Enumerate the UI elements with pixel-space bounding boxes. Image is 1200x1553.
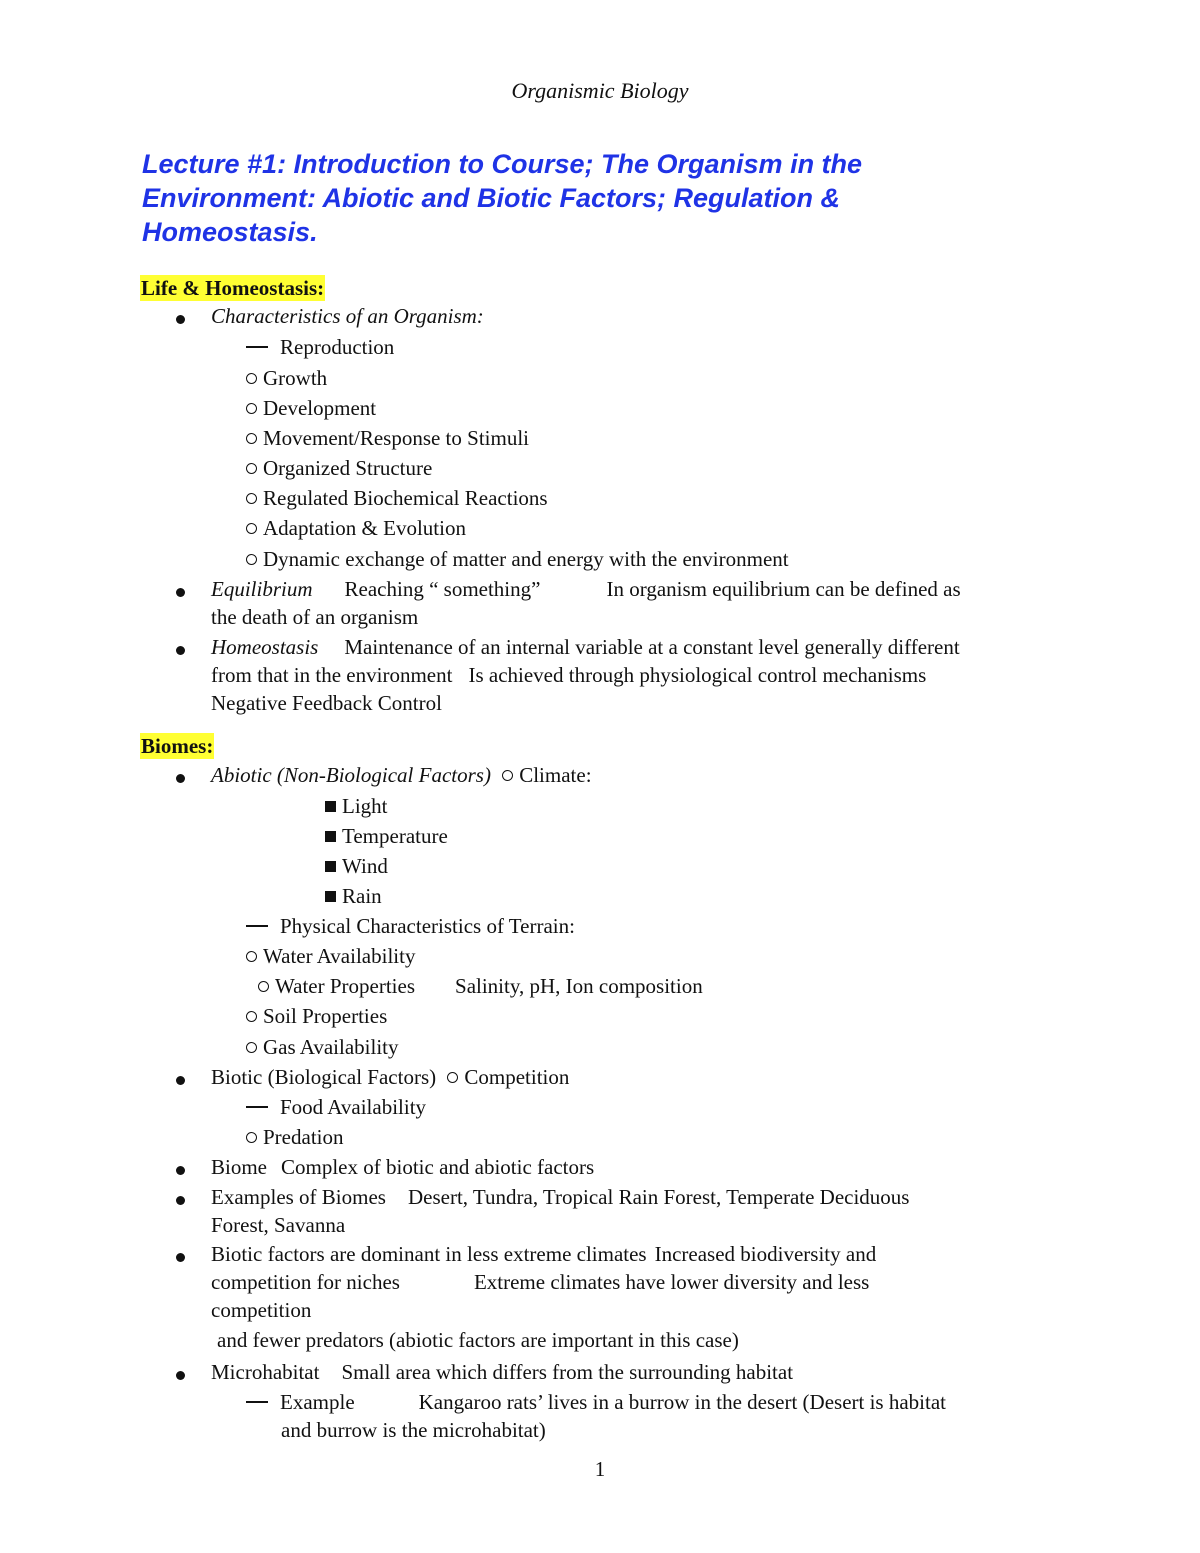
list-item: Food Availability	[246, 1094, 426, 1120]
list-item: Organized Structure	[246, 455, 432, 481]
section-heading-biomes: Biomes:	[141, 734, 214, 758]
homeostasis-cont: Negative Feedback Control	[211, 691, 442, 715]
list-item: Dynamic exchange of matter and energy with the environment	[246, 546, 789, 572]
list-item: Water Availability	[246, 943, 415, 969]
lecture-title	[142, 147, 1102, 249]
list-item: Growth	[246, 365, 327, 391]
abiotic-line: Abiotic (Non-Biological Factors) Climate:	[211, 763, 592, 787]
bullet	[176, 1155, 185, 1181]
list-item: Wind	[325, 853, 388, 879]
list-item: Soil Properties	[246, 1003, 387, 1029]
bullet	[176, 1065, 185, 1091]
microhabitat-line: Microhabitat Small area which differs from the surrounding habitat	[211, 1360, 794, 1384]
biome-line: Biome Complex of biotic and abiotic factors	[211, 1155, 595, 1179]
bullet	[176, 1360, 185, 1386]
homeostasis-cont: from that in the environment Is achieved through physiological control mechanisms	[211, 663, 927, 687]
list-item: Reproduction	[246, 334, 394, 360]
homeostasis-line: Homeostasis Maintenance of an internal variable at a constant level generally different	[211, 635, 960, 659]
list-item: Rain	[325, 883, 382, 909]
bullet	[176, 304, 185, 330]
running-header: Organismic Biology	[511, 78, 689, 103]
equilibrium-cont: the death of an organism	[211, 605, 419, 629]
list-item: Movement/Response to Stimuli	[246, 425, 529, 451]
biotic-line: Biotic (Biological Factors) Competition	[211, 1065, 570, 1089]
examples-cont: Forest, Savanna	[211, 1213, 346, 1237]
bullet	[176, 763, 185, 789]
bullet	[176, 635, 185, 661]
list-item: Development	[246, 395, 376, 421]
bullet	[176, 1242, 185, 1268]
examples-line: Examples of Biomes Desert, Tundra, Tropical Rain Forest, Temperate Deciduous	[211, 1185, 910, 1209]
dominant-cont: competition for niches Extreme climates have lower diversity and less	[211, 1270, 870, 1294]
list-item: Temperature	[325, 823, 448, 849]
list-item: Predation	[246, 1124, 343, 1150]
bullet	[176, 1185, 185, 1211]
section-heading-life: Life & Homeostasis:	[141, 276, 325, 300]
dominant-cont: competition	[211, 1298, 312, 1322]
title-line: Lecture #1: Introduction to Course; The Organism in the	[142, 149, 863, 179]
bullet	[176, 577, 185, 603]
equilibrium-line: Equilibrium Reaching “ something” In organism equilibrium can be defined as	[211, 577, 961, 601]
title-line: Homeostasis.	[142, 217, 318, 247]
list-item: Adaptation & Evolution	[246, 515, 466, 541]
example-cont: and burrow is the microhabitat)	[281, 1418, 546, 1442]
title-line: Environment: Abiotic and Biotic Factors; Regulation &	[142, 183, 841, 213]
page-number: 1	[594, 1457, 606, 1481]
list-item: Gas Availability	[246, 1034, 399, 1060]
example-line: Example Kangaroo rats’ lives in a burrow in the desert (Desert is habitat	[246, 1389, 946, 1415]
list-item: Physical Characteristics of Terrain:	[246, 913, 575, 939]
list-item: Regulated Biochemical Reactions	[246, 485, 548, 511]
dominant-line: Biotic factors are dominant in less extreme climates Increased biodiversity and	[211, 1242, 877, 1266]
list-item: Light	[325, 793, 388, 819]
dominant-cont: and fewer predators (abiotic factors are important in this case)	[217, 1328, 739, 1352]
list-item: Water Properties Salinity, pH, Ion composition	[258, 973, 703, 999]
characteristics-label: Characteristics of an Organism:	[211, 304, 484, 328]
